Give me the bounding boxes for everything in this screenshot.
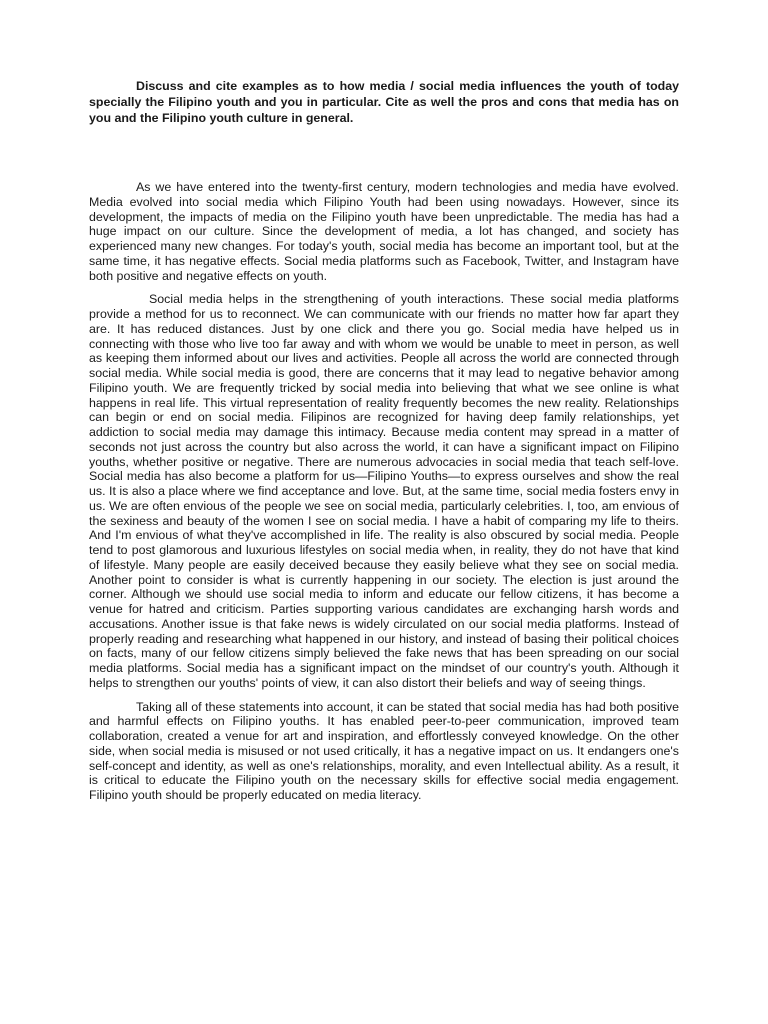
essay-paragraph-intro: As we have entered into the twenty-first century, modern technologies and media have evolved. Media evolved into social media which Filipino Youth had been using nowadays. However, since its development, the impacts of media on the Filipino youth have been unpredictable. The media has had a huge impact on our culture. Since the development of media, a lot has changed, and society has experienced many new changes. For today's youth, social media has become an important tool, but at the same time, it has negative effects. Social media platforms such as Facebook, Twitter, and Instagram have both positive and negative effects on youth. bbox=[89, 180, 679, 283]
essay-paragraph-body: Social media helps in the strengthening of youth interactions. These social media platforms provide a method for us to reconnect. We can communicate with our friends no matter how far apart they are. It has reduced distances. Just by one click and there you go. Social media have helped us in connecting with those who live too far away and with whom we would be unable to meet in person, as well as keeping them informed about our lives and activities. People all across the world are connected through social media. While social media is good, there are concerns that it may lead to negative behavior among Filipino youth. We are frequently tricked by social media into believing that what we see online is what happens in real life. This virtual representation of reality frequently becomes the new reality. Relationships can begin or end on social media. Filipinos are recognized for having deep family relationships, yet addiction to social media may damage this intimacy. Because media content may spread in a matter of seconds not just across the country but also across the world, it can have a significant impact on Filipino youths, whether positive or negative. There are numerous advocacies in social media that teach self-love. Social media has also become a platform for us—Filipino Youths—to express ourselves and show the real us. It is also a place where we find acceptance and love. But, at the same time, social media fosters envy in us. We are often envious of the people we see on social media, particularly celebrities. I, too, am envious of the sexiness and beauty of the women I see on social media. I have a habit of comparing my life to theirs. And I'm envious of what they've accomplished in life. The reality is also obscured by social media. People tend to post glamorous and luxurious lifestyles on social media when, in reality, they do not have that kind of lifestyle. Many people are easily deceived because they easily believe what they see on social media. Another point to consider is what is currently happening in our society. The election is just around the corner. Although we should use social media to inform and educate our fellow citizens, it has become a venue for hatred and criticism. Parties supporting various candidates are exchanging harsh words and accusations. Another issue is that fake news is widely circulated on our social media platforms. Instead of properly reading and researching what happened in our history, and instead of basing their political choices on facts, many of our fellow citizens simply believed the fake news that has been spreading on our social media platforms. Social media has a significant impact on the mindset of our country's youth. Although it helps to strengthen our youths' points of view, it can also distort their beliefs and way of seeing things. bbox=[89, 292, 679, 690]
essay-paragraph-conclusion: Taking all of these statements into account, it can be stated that social media has had both positive and harmful effects on Filipino youths. It has enabled peer-to-peer communication, improved team collaboration, created a venue for art and inspiration, and effortlessly conveyed knowledge. On the other side, when social media is misused or not used critically, it has a negative impact on us. It endangers one's self-concept and identity, as well as one's relationships, morality, and even Intellectual ability. As a result, it is critical to educate the Filipino youth on the necessary skills for effective social media engagement. Filipino youth should be properly educated on media literacy. bbox=[89, 699, 679, 802]
essay-body bbox=[89, 180, 679, 812]
essay-prompt: Discuss and cite examples as to how media / social media influences the youth of today specially the Filipino youth and you in particular. Cite as well the pros and cons that media has on you and the Filipino youth culture in general. bbox=[89, 79, 679, 125]
